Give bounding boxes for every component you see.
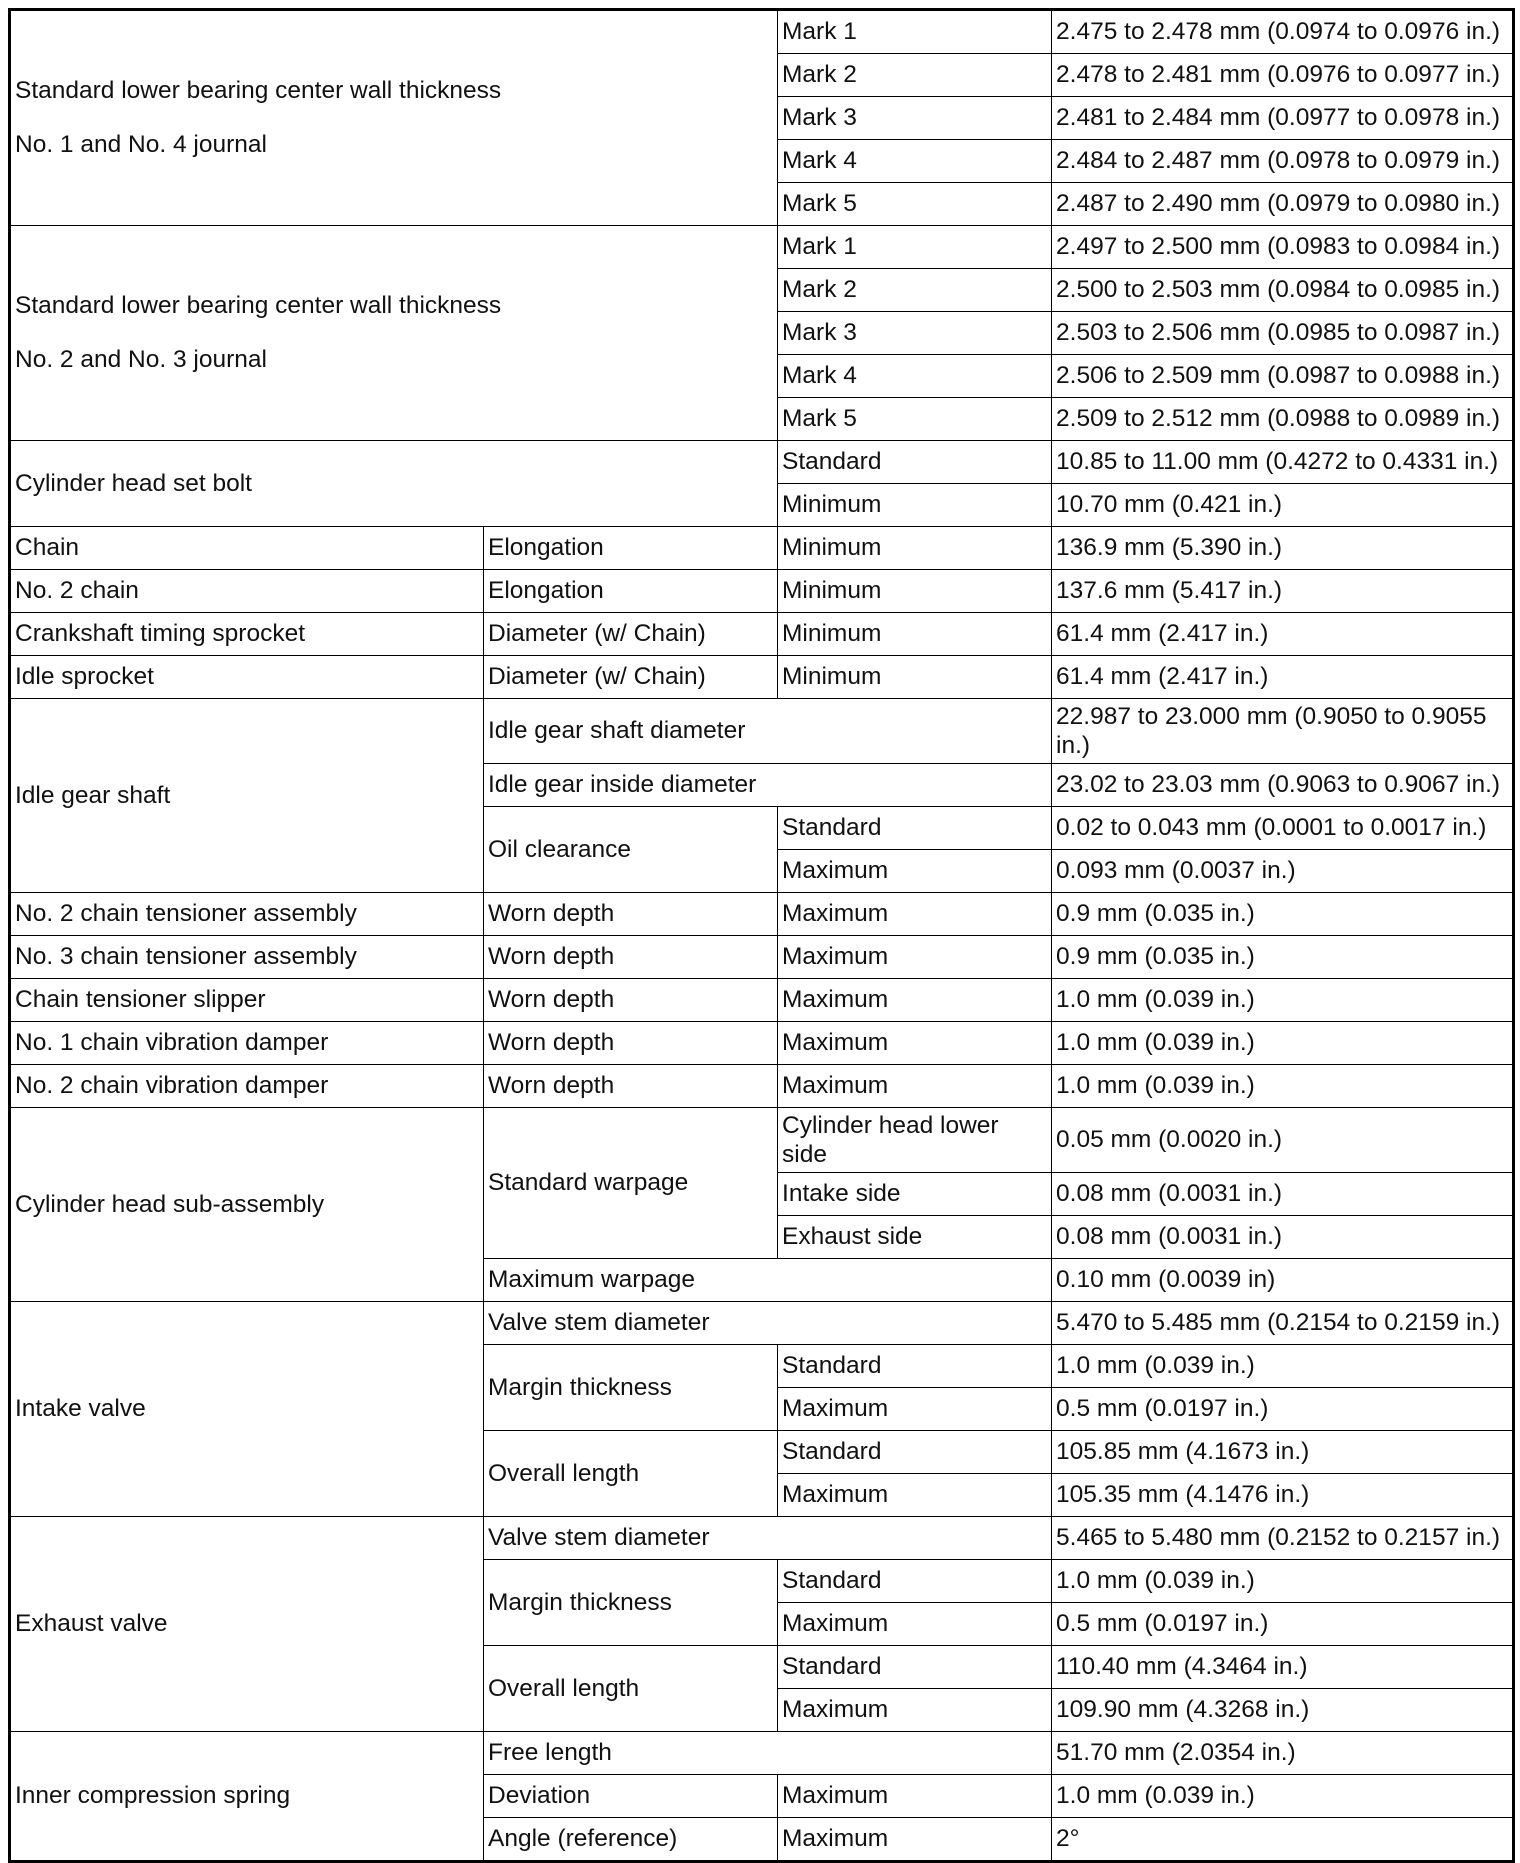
value-cell: 0.9 mm (0.035 in.) (1052, 936, 1514, 979)
condition-cell: Mark 3 (778, 312, 1052, 355)
table-row (10, 613, 1514, 656)
item-cell: Free length (484, 1732, 1052, 1775)
table-row (10, 570, 1514, 613)
value-cell: 10.85 to 11.00 mm (0.4272 to 0.4331 in.) (1052, 441, 1514, 484)
value-cell: 0.08 mm (0.0031 in.) (1052, 1216, 1514, 1259)
item-cell: Valve stem diameter (484, 1302, 1052, 1345)
value-cell: 136.9 mm (5.390 in.) (1052, 527, 1514, 570)
value-cell: 109.90 mm (4.3268 in.) (1052, 1689, 1514, 1732)
value-cell: 0.5 mm (0.0197 in.) (1052, 1603, 1514, 1646)
component-sublabel: No. 2 and No. 3 journal (15, 346, 267, 373)
item-cell: Diameter (w/ Chain) (484, 656, 778, 699)
value-cell: 0.05 mm (0.0020 in.) (1052, 1108, 1514, 1173)
condition-cell: Mark 4 (778, 140, 1052, 183)
value-cell: 2.509 to 2.512 mm (0.0988 to 0.0989 in.) (1052, 398, 1514, 441)
item-cell: Worn depth (484, 979, 778, 1022)
value-cell: 105.35 mm (4.1476 in.) (1052, 1474, 1514, 1517)
condition-cell: Maximum (778, 1474, 1052, 1517)
table-row (10, 226, 1514, 269)
condition-cell: Minimum (778, 484, 1052, 527)
condition-cell: Standard (778, 441, 1052, 484)
value-cell: 1.0 mm (0.039 in.) (1052, 1560, 1514, 1603)
component-cell: Idle gear shaft (10, 699, 484, 893)
table-row (10, 10, 1514, 54)
condition-cell: Maximum (778, 1022, 1052, 1065)
value-cell: 0.08 mm (0.0031 in.) (1052, 1173, 1514, 1216)
component-cell: Cylinder head sub-assembly (10, 1108, 484, 1302)
table-row (10, 699, 1514, 764)
item-cell: Worn depth (484, 1065, 778, 1108)
value-cell: 0.02 to 0.043 mm (0.0001 to 0.0017 in.) (1052, 807, 1514, 850)
value-cell: 110.40 mm (4.3464 in.) (1052, 1646, 1514, 1689)
value-cell: 2° (1052, 1818, 1514, 1862)
condition-cell: Standard (778, 1345, 1052, 1388)
item-cell: Worn depth (484, 936, 778, 979)
item-cell: Oil clearance (484, 807, 778, 893)
condition-cell: Maximum (778, 893, 1052, 936)
value-cell: 5.470 to 5.485 mm (0.2154 to 0.2159 in.) (1052, 1302, 1514, 1345)
condition-cell: Maximum (778, 936, 1052, 979)
item-cell: Standard warpage (484, 1108, 778, 1259)
condition-cell: Maximum (778, 850, 1052, 893)
value-cell: 2.500 to 2.503 mm (0.0984 to 0.0985 in.) (1052, 269, 1514, 312)
condition-cell: Standard (778, 1560, 1052, 1603)
component-cell: Cylinder head set bolt (10, 441, 778, 527)
value-cell: 0.9 mm (0.035 in.) (1052, 893, 1514, 936)
specification-table (8, 8, 1515, 1863)
item-cell: Margin thickness (484, 1560, 778, 1646)
value-cell: 1.0 mm (0.039 in.) (1052, 1022, 1514, 1065)
value-cell: 2.506 to 2.509 mm (0.0987 to 0.0988 in.) (1052, 355, 1514, 398)
component-cell (10, 10, 778, 226)
condition-cell: Minimum (778, 570, 1052, 613)
item-cell: Margin thickness (484, 1345, 778, 1431)
component-cell: Idle sprocket (10, 656, 484, 699)
value-cell: 5.465 to 5.480 mm (0.2152 to 0.2157 in.) (1052, 1517, 1514, 1560)
condition-cell: Cylinder head lower side (778, 1108, 1052, 1173)
condition-cell: Maximum (778, 1775, 1052, 1818)
value-cell: 2.475 to 2.478 mm (0.0974 to 0.0976 in.) (1052, 10, 1514, 54)
component-cell: Chain tensioner slipper (10, 979, 484, 1022)
component-cell: Exhaust valve (10, 1517, 484, 1732)
component-cell: No. 1 chain vibration damper (10, 1022, 484, 1065)
item-cell: Overall length (484, 1431, 778, 1517)
component-cell: Inner compression spring (10, 1732, 484, 1862)
value-cell: 0.5 mm (0.0197 in.) (1052, 1388, 1514, 1431)
value-cell: 51.70 mm (2.0354 in.) (1052, 1732, 1514, 1775)
value-cell: 2.484 to 2.487 mm (0.0978 to 0.0979 in.) (1052, 140, 1514, 183)
value-cell: 2.497 to 2.500 mm (0.0983 to 0.0984 in.) (1052, 226, 1514, 269)
item-cell: Worn depth (484, 893, 778, 936)
item-cell: Deviation (484, 1775, 778, 1818)
value-cell: 2.478 to 2.481 mm (0.0976 to 0.0977 in.) (1052, 54, 1514, 97)
value-cell: 137.6 mm (5.417 in.) (1052, 570, 1514, 613)
condition-cell: Maximum (778, 1818, 1052, 1862)
table-row (10, 1108, 1514, 1173)
value-cell: 22.987 to 23.000 mm (0.9050 to 0.9055 in.) (1052, 699, 1514, 764)
table-row (10, 893, 1514, 936)
value-cell: 1.0 mm (0.039 in.) (1052, 979, 1514, 1022)
value-cell: 105.85 mm (4.1673 in.) (1052, 1431, 1514, 1474)
component-sublabel: No. 1 and No. 4 journal (15, 131, 267, 158)
value-cell: 23.02 to 23.03 mm (0.9063 to 0.9067 in.) (1052, 764, 1514, 807)
value-cell: 1.0 mm (0.039 in.) (1052, 1065, 1514, 1108)
item-cell: Idle gear shaft diameter (484, 699, 1052, 764)
condition-cell: Intake side (778, 1173, 1052, 1216)
condition-cell: Mark 2 (778, 269, 1052, 312)
component-label: Standard lower bearing center wall thickness (15, 292, 502, 319)
condition-cell: Mark 1 (778, 10, 1052, 54)
table-row (10, 1517, 1514, 1560)
condition-cell: Minimum (778, 613, 1052, 656)
value-cell: 2.487 to 2.490 mm (0.0979 to 0.0980 in.) (1052, 183, 1514, 226)
condition-cell: Mark 1 (778, 226, 1052, 269)
condition-cell: Minimum (778, 527, 1052, 570)
value-cell: 0.093 mm (0.0037 in.) (1052, 850, 1514, 893)
condition-cell: Mark 4 (778, 355, 1052, 398)
value-cell: 2.481 to 2.484 mm (0.0977 to 0.0978 in.) (1052, 97, 1514, 140)
value-cell: 1.0 mm (0.039 in.) (1052, 1345, 1514, 1388)
table-row (10, 979, 1514, 1022)
table-row (10, 1302, 1514, 1345)
value-cell: 2.503 to 2.506 mm (0.0985 to 0.0987 in.) (1052, 312, 1514, 355)
condition-cell: Maximum (778, 1603, 1052, 1646)
condition-cell: Minimum (778, 656, 1052, 699)
condition-cell: Mark 2 (778, 54, 1052, 97)
component-cell: Intake valve (10, 1302, 484, 1517)
component-cell: No. 2 chain (10, 570, 484, 613)
component-cell (10, 226, 778, 441)
condition-cell: Maximum (778, 1689, 1052, 1732)
value-cell: 61.4 mm (2.417 in.) (1052, 613, 1514, 656)
item-cell: Valve stem diameter (484, 1517, 1052, 1560)
condition-cell: Maximum (778, 1065, 1052, 1108)
value-cell: 1.0 mm (0.039 in.) (1052, 1775, 1514, 1818)
component-cell: Crankshaft timing sprocket (10, 613, 484, 656)
item-cell: Worn depth (484, 1022, 778, 1065)
item-cell: Overall length (484, 1646, 778, 1732)
condition-cell: Maximum (778, 979, 1052, 1022)
condition-cell: Mark 5 (778, 398, 1052, 441)
table-row (10, 936, 1514, 979)
table-row (10, 527, 1514, 570)
condition-cell: Standard (778, 807, 1052, 850)
condition-cell: Standard (778, 1646, 1052, 1689)
condition-cell: Exhaust side (778, 1216, 1052, 1259)
value-cell: 61.4 mm (2.417 in.) (1052, 656, 1514, 699)
condition-cell: Maximum (778, 1388, 1052, 1431)
value-cell: 10.70 mm (0.421 in.) (1052, 484, 1514, 527)
condition-cell: Standard (778, 1431, 1052, 1474)
component-cell: Chain (10, 527, 484, 570)
component-label: Standard lower bearing center wall thickness (15, 77, 502, 104)
table-row (10, 441, 1514, 484)
item-cell: Elongation (484, 527, 778, 570)
component-cell: No. 2 chain tensioner assembly (10, 893, 484, 936)
condition-cell: Mark 3 (778, 97, 1052, 140)
table-row (10, 1065, 1514, 1108)
component-cell: No. 2 chain vibration damper (10, 1065, 484, 1108)
item-cell: Elongation (484, 570, 778, 613)
item-cell: Maximum warpage (484, 1259, 1052, 1302)
table-row (10, 1732, 1514, 1775)
item-cell: Idle gear inside diameter (484, 764, 1052, 807)
value-cell: 0.10 mm (0.0039 in) (1052, 1259, 1514, 1302)
item-cell: Diameter (w/ Chain) (484, 613, 778, 656)
component-cell: No. 3 chain tensioner assembly (10, 936, 484, 979)
table-row (10, 656, 1514, 699)
table-row (10, 1022, 1514, 1065)
item-cell: Angle (reference) (484, 1818, 778, 1862)
condition-cell: Mark 5 (778, 183, 1052, 226)
